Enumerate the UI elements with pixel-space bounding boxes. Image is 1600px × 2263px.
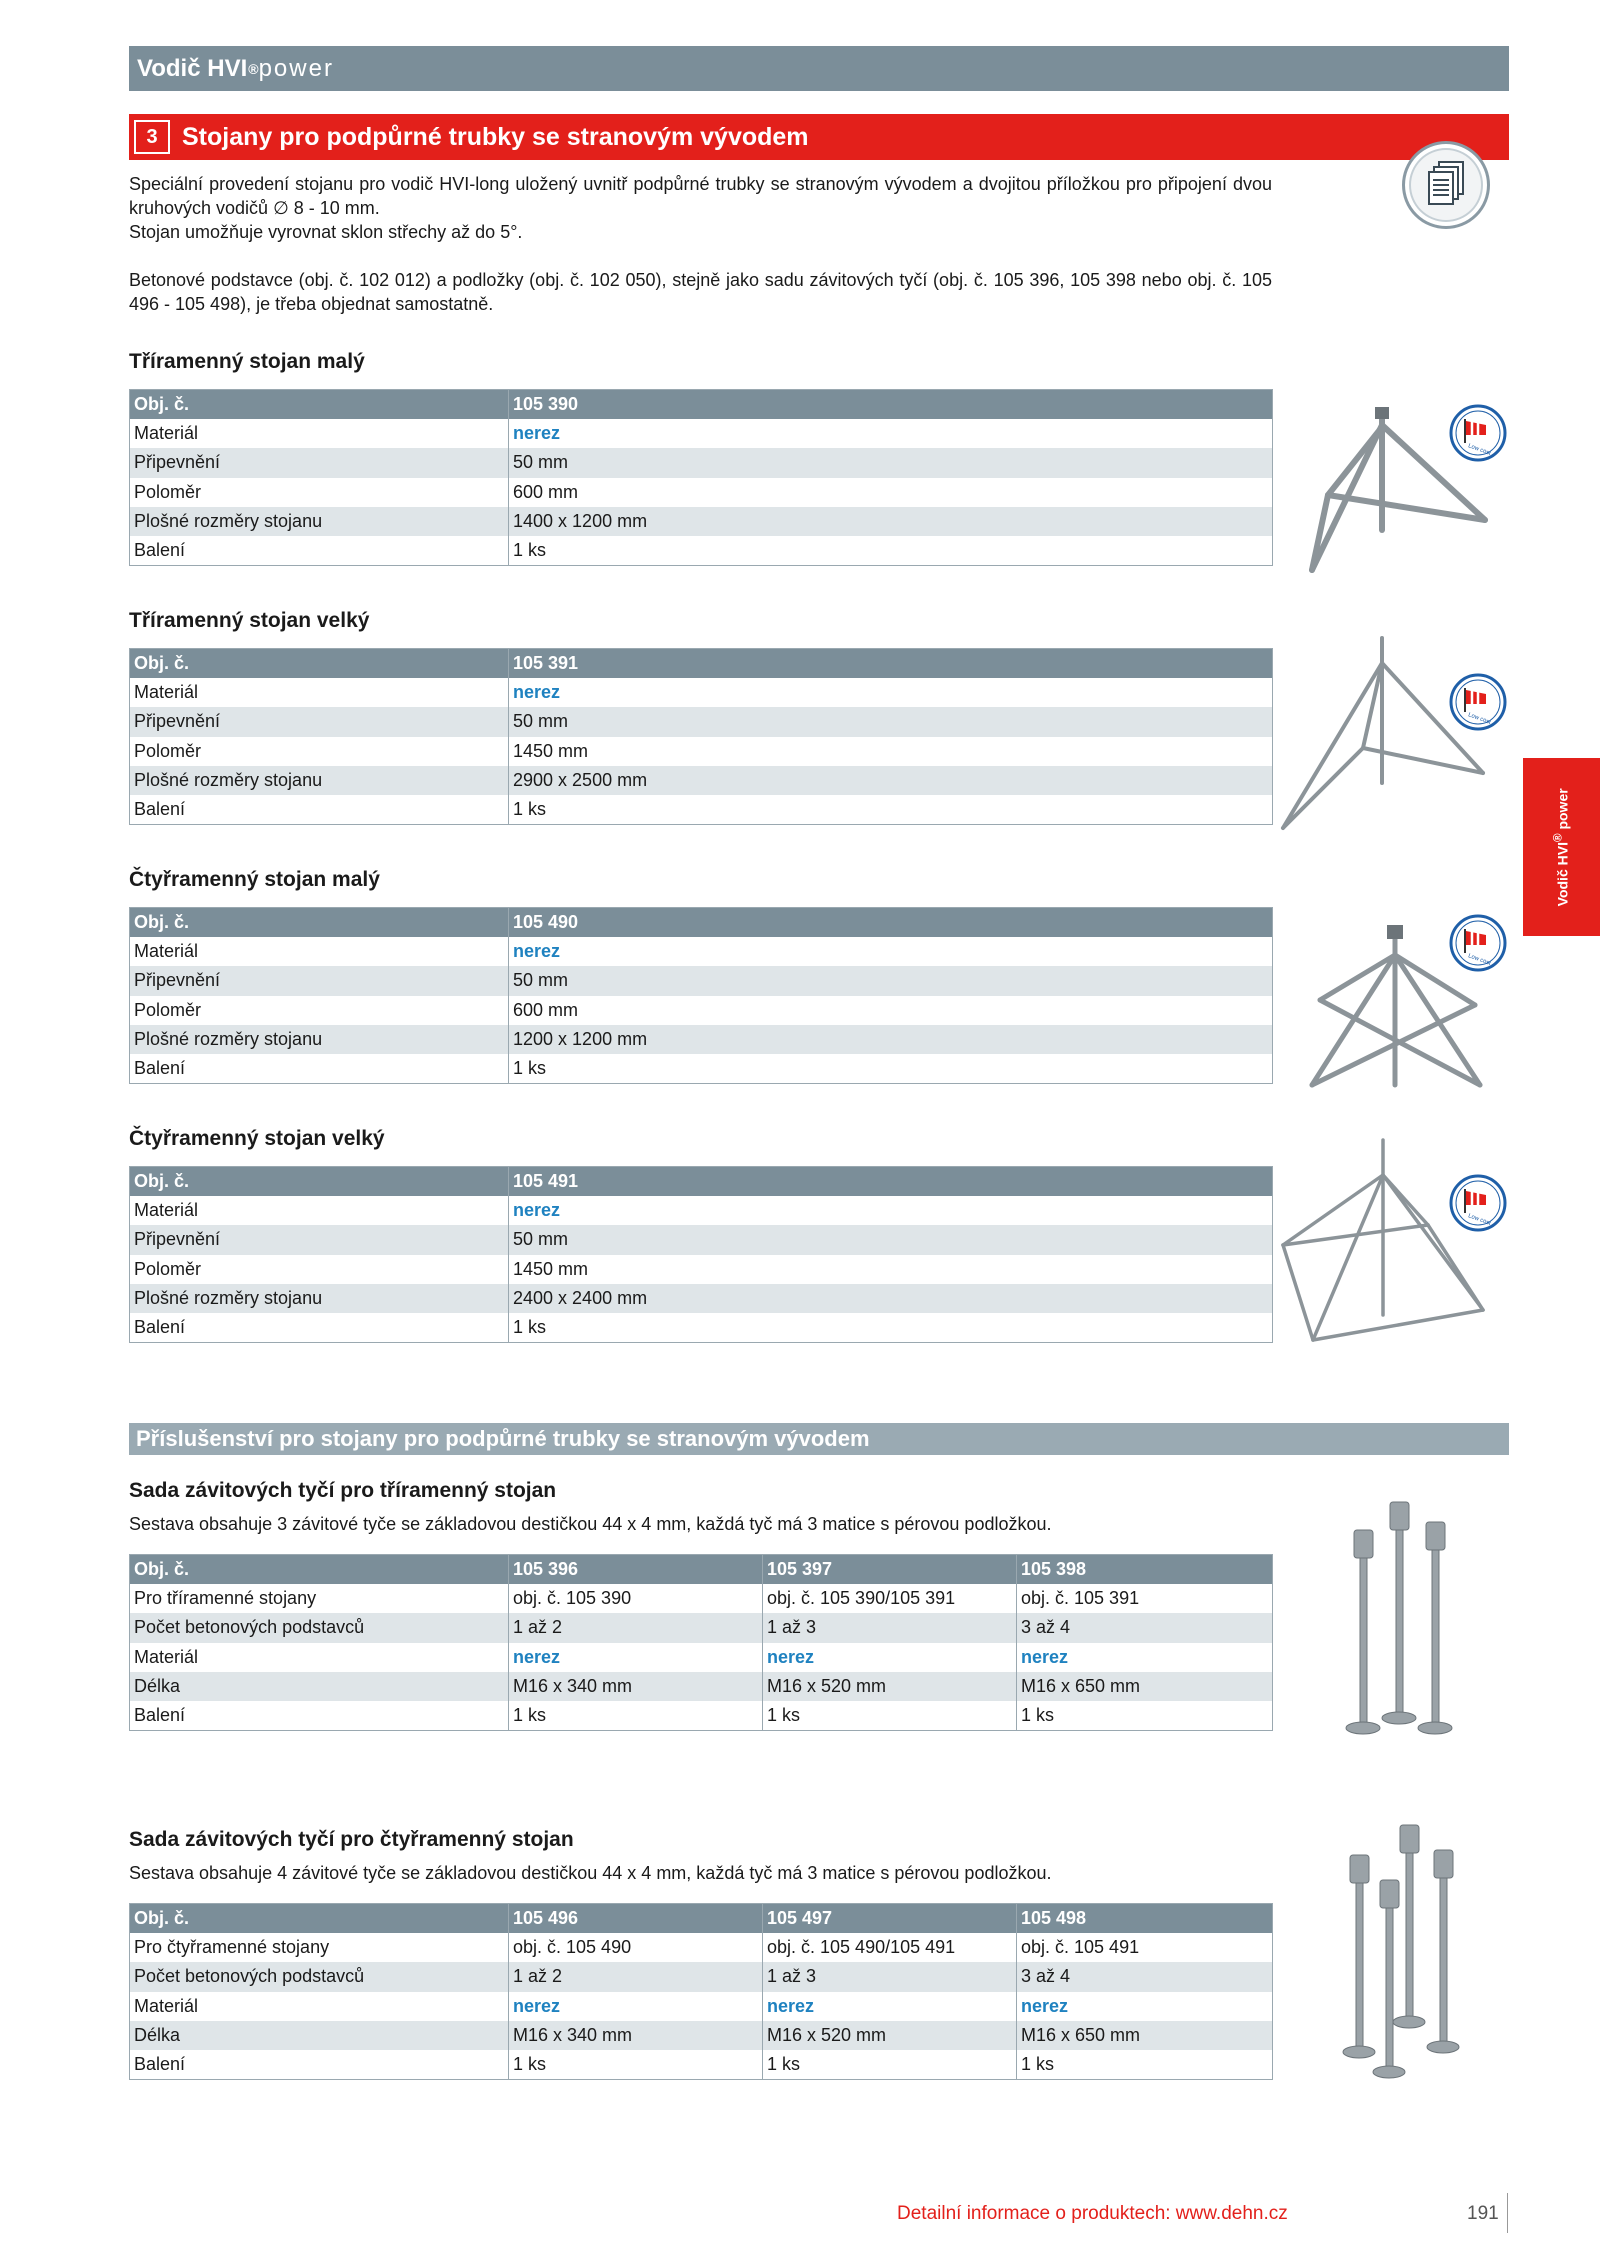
row-value: M16 x 650 mm: [1017, 1672, 1273, 1701]
row-value: nerez: [1017, 1992, 1273, 2021]
row-value: 1 až 2: [509, 1613, 763, 1642]
table-row: [130, 737, 1273, 766]
row-value: 1 ks: [1017, 1701, 1273, 1730]
row-value: 3 až 4: [1017, 1962, 1273, 1991]
table-row: [130, 1962, 1273, 1991]
page-divider: [1507, 2193, 1508, 2233]
row-value: 1 až 3: [763, 1962, 1017, 1991]
row-label: Obj. č.: [130, 1167, 509, 1196]
side-tab[interactable]: [1523, 758, 1600, 936]
table-row: [130, 478, 1273, 507]
row-label: Obj. č.: [130, 649, 509, 678]
row-value: nerez: [509, 1992, 763, 2021]
table-row: [130, 966, 1273, 995]
row-value: nerez: [1017, 1643, 1273, 1672]
row-value: 105 496: [509, 1904, 763, 1933]
row-value: 1 ks: [1017, 2050, 1273, 2079]
section-number: 3: [134, 120, 170, 154]
low-cost-badge: [1448, 672, 1508, 732]
table-row: [130, 1584, 1273, 1613]
row-value: 105 491: [509, 1167, 1273, 1196]
row-value: 600 mm: [509, 996, 1273, 1025]
row-value: 1400 x 1200 mm: [509, 507, 1273, 536]
row-label: Obj. č.: [130, 1904, 509, 1933]
table-row: [130, 1255, 1273, 1284]
low-cost-badge: [1448, 913, 1508, 973]
table-row: [130, 507, 1273, 536]
table-row: [130, 678, 1273, 707]
header-suffix: power: [258, 54, 334, 82]
page-header: [129, 46, 1509, 91]
row-label: Obj. č.: [130, 908, 509, 937]
row-value: 3 až 4: [1017, 1613, 1273, 1642]
accessory-spec-table: [129, 1554, 1273, 1731]
low-cost-label: Low cost: [1467, 443, 1492, 457]
row-value: nerez: [509, 678, 1273, 707]
table-row: [130, 707, 1273, 736]
table-row: [130, 1992, 1273, 2021]
table-header-row: [130, 390, 1273, 419]
row-label: Materiál: [134, 1646, 199, 1667]
section-title-bar: [129, 114, 1509, 160]
row-value: 105 390: [509, 390, 1273, 419]
table-header-row: [130, 1555, 1273, 1584]
table-header-row: [130, 908, 1273, 937]
row-value: 1 až 2: [509, 1962, 763, 1991]
table-row: [130, 996, 1273, 1025]
row-value: nerez: [509, 937, 1273, 966]
row-value: M16 x 520 mm: [763, 2021, 1017, 2050]
stand-spec-table: [129, 389, 1273, 566]
table-header-row: [130, 1904, 1273, 1933]
row-label: Počet betonových podstavců: [130, 1613, 509, 1642]
intro-p2: Stojan umožňuje vyrovnat sklon střechy až do 5°.: [129, 222, 523, 242]
table-row: [130, 1284, 1273, 1313]
row-label: Poloměr: [134, 740, 202, 761]
table-row: [130, 448, 1273, 477]
intro-note: Betonové podstavce (obj. č. 102 012) a podložky (obj. č. 102 050), stejně jako sadu závitových tyčí (obj. č. 105 396, 105 398 nebo obj. č. 105 496 - 105 498), je třeba objednat samostatně.: [129, 270, 1272, 314]
table-row: [130, 1313, 1273, 1342]
low-cost-label: Low cost: [1467, 953, 1492, 967]
row-value: 50 mm: [509, 448, 1273, 477]
rods-image-three: [1340, 1500, 1460, 1740]
accessories-title-bar: [129, 1423, 1509, 1455]
row-label: Materiál: [134, 941, 199, 962]
stand-title: Čtyřramenný stojan malý: [129, 868, 380, 891]
row-value: 105 396: [509, 1555, 763, 1584]
row-value: 1 ks: [763, 2050, 1017, 2079]
row-label: Balení: [134, 2054, 186, 2075]
row-label: Balení: [134, 1317, 186, 1338]
row-value: nerez: [763, 1992, 1017, 2021]
row-value: obj. č. 105 391: [1017, 1584, 1273, 1613]
row-value: obj. č. 105 390: [509, 1584, 763, 1613]
accessory-desc: Sestava obsahuje 3 závitové tyče se základovou destičkou 44 x 4 mm, každá tyč má 3 matice s pérovou podložkou.: [129, 1514, 1052, 1534]
row-value: 105 397: [763, 1555, 1017, 1584]
intro-p1: Speciální provedení stojanu pro vodič HVI-long uložený uvnitř podpůrné trubky se stranovým vývodem a dvojitou příložkou pro připojení dvou kruhových vodičů ∅ 8 - 10 mm.: [129, 174, 1272, 218]
accessory-title: Sada závitových tyčí pro tříramenný stojan: [129, 1479, 557, 1502]
row-value: obj. č. 105 390/105 391: [763, 1584, 1017, 1613]
table-row: [130, 1225, 1273, 1254]
row-value: nerez: [509, 1196, 1273, 1225]
table-header-row: [130, 649, 1273, 678]
header-reg: ®: [248, 60, 259, 77]
row-label: Materiál: [134, 1995, 199, 2016]
row-value: M16 x 650 mm: [1017, 2021, 1273, 2050]
row-value: 2400 x 2400 mm: [509, 1284, 1273, 1313]
row-value: 1 až 3: [763, 1613, 1017, 1642]
row-value: obj. č. 105 490/105 491: [763, 1933, 1017, 1962]
row-label: Balení: [134, 1058, 186, 1079]
accessory-title: Sada závitových tyčí pro čtyřramenný stojan: [129, 1828, 574, 1851]
row-value: 1 ks: [509, 1701, 763, 1730]
table-row: [130, 937, 1273, 966]
row-value: 1200 x 1200 mm: [509, 1025, 1273, 1054]
table-row: [130, 1613, 1273, 1642]
row-value: 105 490: [509, 908, 1273, 937]
row-label: Plošné rozměry stojanu: [130, 766, 509, 795]
row-value: 105 498: [1017, 1904, 1273, 1933]
row-label: Poloměr: [134, 481, 202, 502]
table-row: [130, 1701, 1273, 1730]
accessories-title: Příslušenství pro stojany pro podpůrné trubky se stranovým vývodem: [136, 1426, 870, 1451]
low-cost-label: Low cost: [1467, 712, 1492, 726]
intro-text: [129, 172, 1272, 244]
row-label: Materiál: [134, 1200, 199, 1221]
side-tab-label: Vodič HVI: [1554, 841, 1571, 907]
table-row: [130, 536, 1273, 565]
row-label: Balení: [134, 1705, 186, 1726]
row-value: 1 ks: [763, 1701, 1017, 1730]
row-label: Materiál: [134, 423, 199, 444]
low-cost-label: Low cost: [1467, 1213, 1492, 1227]
table-row: [130, 2021, 1273, 2050]
row-label: Připevnění: [130, 1225, 509, 1254]
table-row: [130, 1933, 1273, 1962]
low-cost-badge: [1448, 403, 1508, 463]
row-value: 600 mm: [509, 478, 1273, 507]
side-tab-reg: ®: [1552, 833, 1566, 842]
row-label: Pro tříramenné stojany: [134, 1588, 317, 1609]
row-value: M16 x 340 mm: [509, 1672, 763, 1701]
table-header-row: [130, 1167, 1273, 1196]
row-label: Připevnění: [130, 707, 509, 736]
accessory-desc: Sestava obsahuje 4 závitové tyče se základovou destičkou 44 x 4 mm, každá tyč má 3 matice s pérovou podložkou.: [129, 1863, 1052, 1883]
row-label: Pro čtyřramenné stojany: [134, 1937, 330, 1958]
row-value: 1 ks: [509, 1313, 1273, 1342]
row-label: Poloměr: [134, 999, 202, 1020]
row-value: 1 ks: [509, 795, 1273, 824]
row-value: 1 ks: [509, 2050, 763, 2079]
low-cost-badge: [1448, 1173, 1508, 1233]
row-label: Materiál: [134, 682, 199, 703]
row-value: 1450 mm: [509, 1255, 1273, 1284]
row-label: Obj. č.: [130, 1555, 509, 1584]
row-value: 50 mm: [509, 966, 1273, 995]
row-label: Plošné rozměry stojanu: [130, 507, 509, 536]
table-row: [130, 1672, 1273, 1701]
footer-link[interactable]: Detailní informace o produktech: www.dehn.cz: [897, 2203, 1288, 2224]
row-label: Balení: [134, 799, 186, 820]
stand-title: Tříramenný stojan malý: [129, 350, 365, 373]
table-row: [130, 1054, 1273, 1083]
row-label: Připevnění: [130, 448, 509, 477]
row-value: 105 398: [1017, 1555, 1273, 1584]
row-value: 1 ks: [509, 1054, 1273, 1083]
side-tab-suffix: power: [1554, 787, 1571, 834]
accessory-spec-table: [129, 1903, 1273, 2080]
stand-image-four-arm-large: [1278, 1135, 1488, 1345]
row-label: Plošné rozměry stojanu: [130, 1284, 509, 1313]
documents-icon[interactable]: [1402, 141, 1490, 229]
rods-image-four: [1340, 1820, 1470, 2085]
table-row: [130, 795, 1273, 824]
table-row: [130, 1643, 1273, 1672]
stand-spec-table: [129, 648, 1273, 825]
table-row: [130, 1196, 1273, 1225]
row-value: M16 x 520 mm: [763, 1672, 1017, 1701]
row-label: Počet betonových podstavců: [130, 1962, 509, 1991]
row-value: nerez: [509, 419, 1273, 448]
row-label: Délka: [130, 2021, 509, 2050]
row-value: 50 mm: [509, 1225, 1273, 1254]
row-label: Poloměr: [134, 1258, 202, 1279]
stand-title: Čtyřramenný stojan velký: [129, 1127, 385, 1150]
table-row: [130, 419, 1273, 448]
section-title: Stojany pro podpůrné trubky se stranovým vývodem: [182, 122, 809, 151]
row-value: obj. č. 105 491: [1017, 1933, 1273, 1962]
row-value: obj. č. 105 490: [509, 1933, 763, 1962]
table-row: [130, 2050, 1273, 2079]
header-brand: Vodič HVI: [137, 54, 248, 82]
row-label: Délka: [130, 1672, 509, 1701]
row-value: 1 ks: [509, 536, 1273, 565]
row-value: 2900 x 2500 mm: [509, 766, 1273, 795]
table-row: [130, 766, 1273, 795]
row-value: 105 497: [763, 1904, 1017, 1933]
row-label: Připevnění: [130, 966, 509, 995]
row-value: 105 391: [509, 649, 1273, 678]
table-row: [130, 1025, 1273, 1054]
stand-title: Tříramenný stojan velký: [129, 609, 370, 632]
row-value: 50 mm: [509, 707, 1273, 736]
stand-spec-table: [129, 907, 1273, 1084]
row-value: nerez: [509, 1643, 763, 1672]
row-label: Plošné rozměry stojanu: [130, 1025, 509, 1054]
row-label: Balení: [134, 540, 186, 561]
row-value: nerez: [763, 1643, 1017, 1672]
row-label: Obj. č.: [130, 390, 509, 419]
page-number: 191: [1467, 2203, 1499, 2224]
row-value: M16 x 340 mm: [509, 2021, 763, 2050]
stand-image-three-arm-large: [1278, 633, 1488, 833]
stand-spec-table: [129, 1166, 1273, 1343]
row-value: 1450 mm: [509, 737, 1273, 766]
